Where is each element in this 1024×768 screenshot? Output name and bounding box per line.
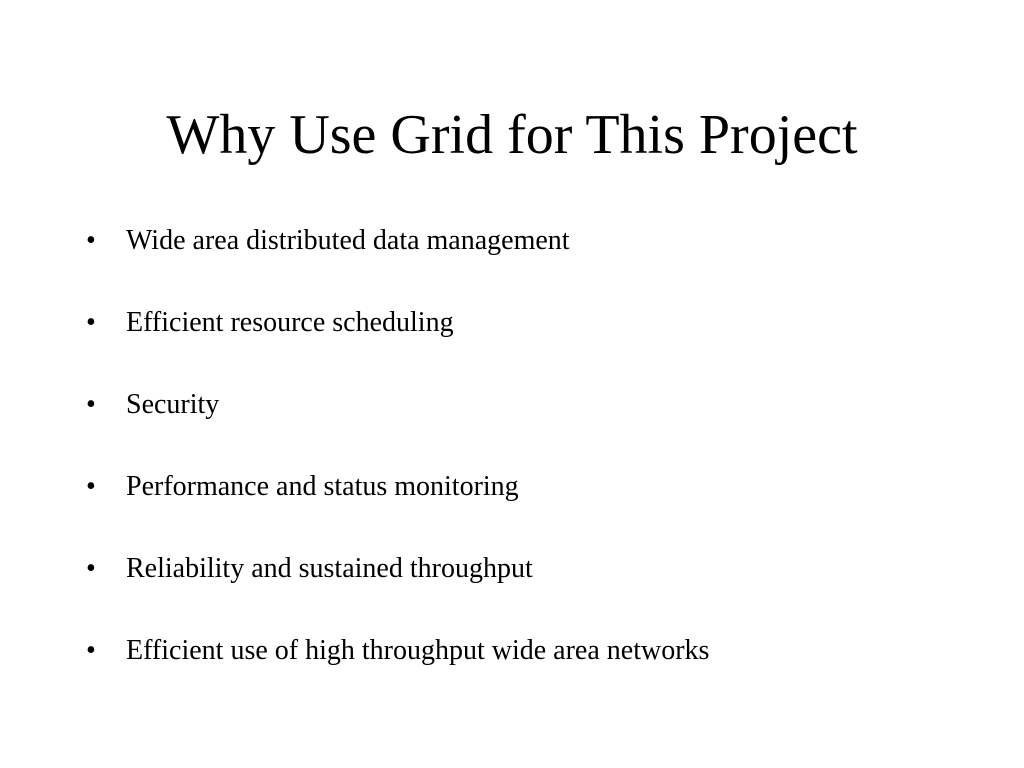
bullet-dot-icon: •	[86, 471, 96, 502]
bullet-dot-icon: •	[86, 635, 96, 666]
bullet-dot-icon: •	[86, 225, 96, 256]
bullet-dot-icon: •	[86, 307, 96, 338]
bullet-text: Wide area distributed data management	[126, 225, 570, 256]
bullet-dot-icon: •	[86, 389, 96, 420]
slide-title: Why Use Grid for This Project	[166, 104, 858, 166]
bullet-dot-icon: •	[86, 553, 96, 584]
bullet-text: Performance and status monitoring	[126, 471, 519, 502]
bullet-text: Security	[126, 389, 220, 420]
bullet-text: Reliability and sustained throughput	[126, 553, 533, 584]
bullet-text: Efficient resource scheduling	[126, 307, 454, 338]
bullet-text: Efficient use of high throughput wide area networks	[126, 635, 710, 666]
